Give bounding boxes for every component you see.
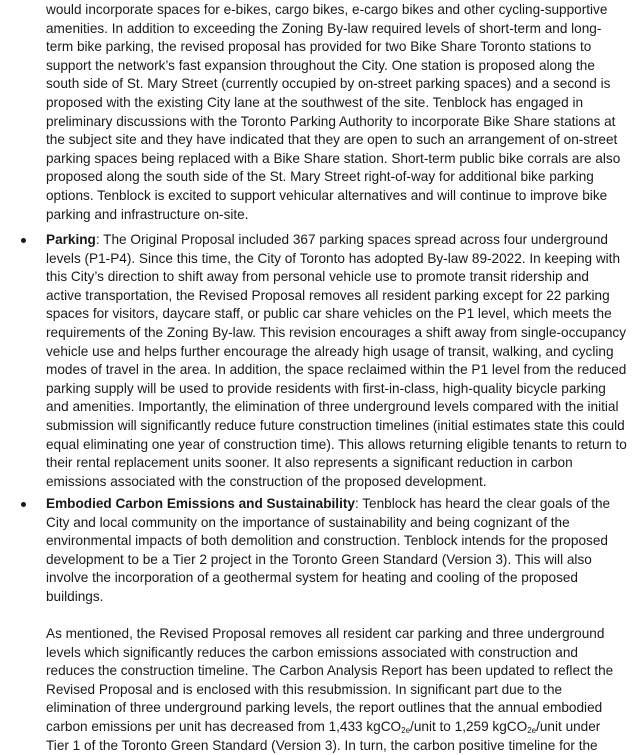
text-run: carbon emissions per unit has decreased from 1,433 kgCO — [46, 718, 402, 734]
text-line: would incorporate spaces for e-bikes, cargo bikes, e-cargo bikes and other cycling-supportive — [46, 2, 608, 17]
text-line: reduces the construction timeline. The Carbon Analysis Report has been updated to reflect the — [46, 663, 614, 679]
text-line: City and local community on the importance of sustainability and being cognizant of the — [46, 514, 570, 530]
text-line: support the network’s fast expansion throughout the City. One station is proposed along the — [46, 57, 595, 73]
text-line: vehicle use and helps further encourage the already high usage of transit, walking, and cycling — [46, 343, 614, 359]
text-line: levels (P1-P4). Since this time, the City of Toronto has adopted By-law 89-2022. In keeping with — [46, 250, 621, 266]
subscript-2e: 2e — [527, 725, 537, 735]
text-line: spaces for visitors, daycare staff, or public car share vehicles on the P1 level, which meets the — [46, 306, 612, 322]
text-run: : Tenblock has heard the clear goals of the — [354, 496, 611, 511]
text-line: Tier 1 of the Toronto Green Standard (Version 3). In turn, the carbon positive timeline for the — [46, 737, 598, 753]
text-line: the subject site and they have indicated that they are open to such an arrangement of on-street — [46, 132, 618, 148]
text-line — [46, 231, 636, 250]
text-line: their rental replacement units sooner. It also represents a significant reduction in carbon — [46, 455, 573, 471]
text-line: As mentioned, the Revised Proposal removes all resident car parking and three underground — [46, 626, 605, 641]
text-run: /unit under — [536, 718, 601, 734]
text-line — [46, 495, 636, 514]
text-line: buildings. — [46, 588, 104, 604]
parking-heading: Parking — [46, 232, 96, 247]
text-line: emissions associated with the construction of the proposed development. — [46, 473, 487, 489]
text-line: equal eliminating one year of construction time). This allows returning eligible tenants to return to — [46, 436, 627, 452]
bike-parking-paragraph — [46, 1, 636, 224]
embodied-carbon-paragraph — [46, 495, 636, 607]
carbon-analysis-paragraph — [46, 625, 636, 755]
bullet-icon — [21, 502, 26, 507]
text-run: /unit to 1,259 kgCO — [410, 718, 528, 734]
text-line: parking spaces being replaced with a Bike Share station. Short-term public bike corrals are also — [46, 150, 621, 166]
subscript-2e: 2e — [401, 725, 411, 735]
text-line: parking and infrastructure on-site. — [46, 206, 249, 222]
text-line: submission will significantly reduce future construction timelines (initial estimates state this could — [46, 417, 625, 433]
embodied-carbon-heading: Embodied Carbon Emissions and Sustainability — [46, 496, 355, 511]
text-line: involve the incorporation of a geothermal system for heating and cooling of the proposed — [46, 570, 578, 586]
parking-paragraph — [46, 231, 636, 491]
text-line: elimination of three underground parking levels, the report outlines that the annual embodied — [46, 700, 603, 716]
text-run: : The Original Proposal included 367 parking spaces spread across four underground — [95, 232, 608, 247]
text-line: environmental impacts of both demolition and construction. Tenblock intends for the proposed — [46, 533, 608, 549]
text-line: preliminary discussions with the Toronto Parking Authority to incorporate Bike Share stations at — [46, 113, 616, 129]
text-line: active transportation, the Revised Proposal removes all resident parking except for 22 parking — [46, 287, 610, 303]
text-line: proposed along the south side of the St. Mary Street right-of-way for additional bike parking — [46, 169, 594, 185]
text-line: proposed with the existing City lane at the southwest of the site. Tenblock has engaged in — [46, 94, 584, 110]
text-line: south side of St. Mary Street (currently occupied by on-street parking spaces) and a second is — [46, 76, 611, 92]
text-line: levels which significantly reduces the carbon emissions associated with construction and — [46, 644, 578, 660]
text-line: options. Tenblock is excited to support vehicular alternatives and will continue to improve bike — [46, 187, 608, 203]
text-line: and amenities. Importantly, the elimination of three underground levels compared with the initial — [46, 399, 619, 415]
text-line: development to be a Tier 2 project in the Toronto Green Standard (Version 3). This will also — [46, 551, 592, 567]
text-line: parking supply will be used to provide residents with first-in-class, high-quality bicycle parking — [46, 380, 606, 396]
bullet-icon — [21, 238, 26, 243]
emissions-line — [46, 718, 636, 737]
text-line: Revised Proposal and is enclosed with this resubmission. In significant part due to the — [46, 681, 563, 697]
text-line: term bike parking, the revised proposal has provided for two Bike Share Toronto stations to — [46, 39, 592, 55]
text-line: amenities. In addition to exceeding the Zoning By-law required levels of short-term and long- — [46, 20, 602, 36]
text-line: modes of travel in the area. In addition, the space reclaimed within the P1 level from the reduced — [46, 362, 627, 378]
text-line: this City’s direction to shift away from personal vehicle use to promote transit ridership and — [46, 269, 589, 285]
text-line: requirements of the Zoning By-law. This revision encourages a shift away from single-occupancy — [46, 324, 627, 340]
